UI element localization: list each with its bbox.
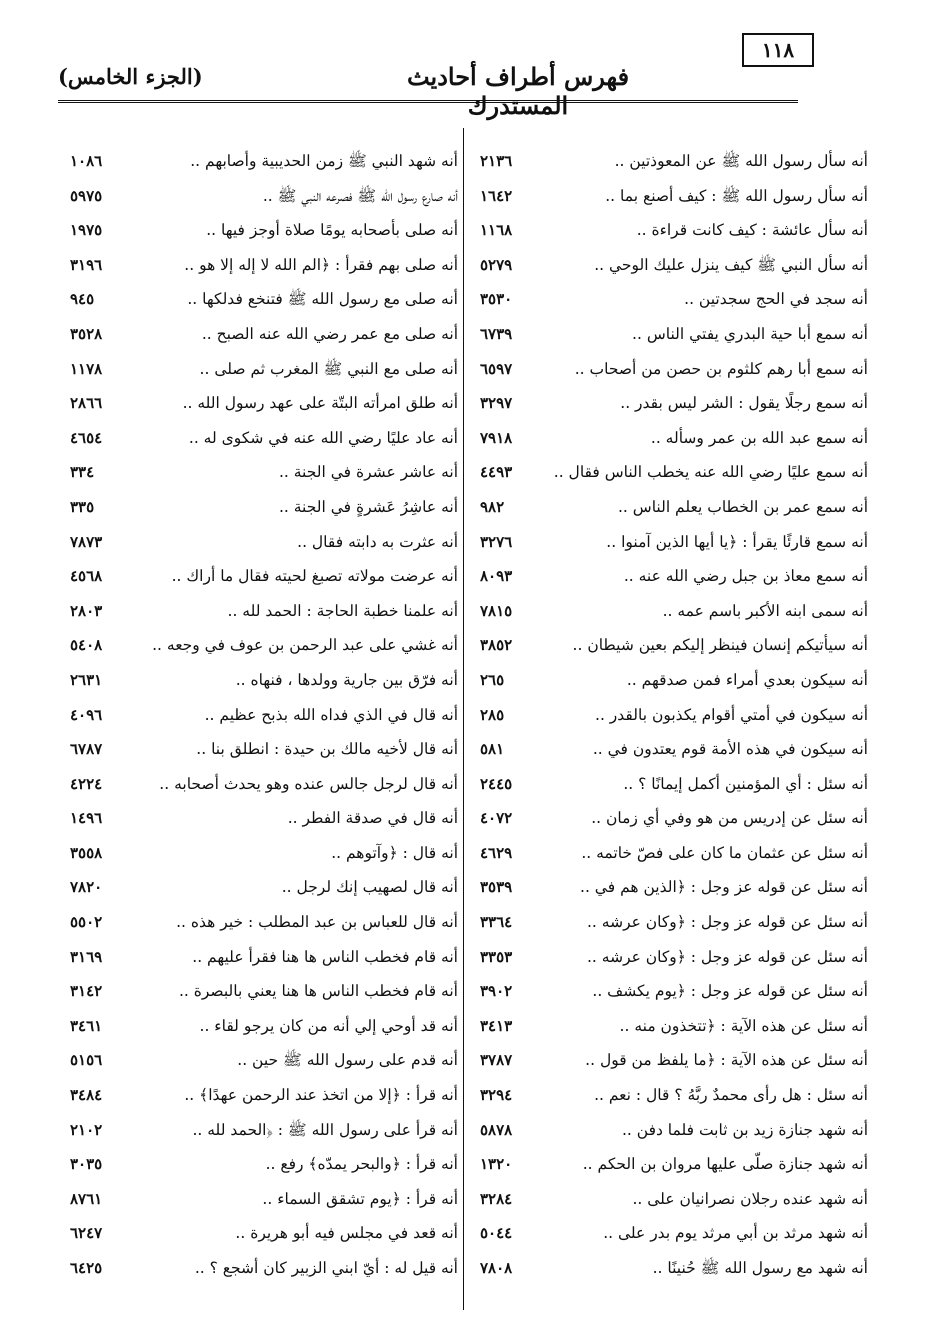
hadith-incipit: أنه سئل عن إدريس من هو وفي أي زمان .. bbox=[591, 809, 868, 828]
index-entry bbox=[470, 525, 868, 560]
hadith-incipit: أنه قرأ : ﴿يوم تشقق السماء .. bbox=[262, 1189, 458, 1208]
index-entry bbox=[66, 179, 458, 214]
hadith-number: ١٩٧٥ bbox=[70, 221, 103, 240]
index-entry bbox=[470, 1251, 868, 1286]
hadith-number: ٦٧٨٧ bbox=[70, 740, 103, 759]
index-entry bbox=[470, 767, 868, 802]
left-column bbox=[66, 144, 458, 1286]
index-entry bbox=[470, 732, 868, 767]
index-entry bbox=[66, 144, 458, 179]
hadith-incipit: أنه قال لصهيب إنك لرجل .. bbox=[281, 878, 458, 897]
hadith-number: ٧٩١٨ bbox=[480, 428, 513, 447]
hadith-incipit: أنه سأل النبي ﷺ كيف ينزل عليك الوحي .. bbox=[594, 255, 868, 274]
hadith-incipit: أنه علمنا خطبة الحاجة : الحمد لله .. bbox=[227, 601, 458, 620]
hadith-incipit: أنه شهد جنازة زيد بن ثابت فلما دفن .. bbox=[621, 1120, 868, 1139]
hadith-incipit: أنه صلى بأصحابه يومًا صلاة أوجز فيها .. bbox=[206, 221, 458, 240]
hadith-number: ٤٦٢٩ bbox=[480, 843, 513, 862]
index-entry bbox=[470, 179, 868, 214]
index-entry bbox=[66, 1147, 458, 1182]
index-entry bbox=[66, 1216, 458, 1251]
hadith-incipit: أنه سمع أبا رهم كلثوم بن حصن من أصحاب .. bbox=[574, 359, 868, 378]
index-entry bbox=[66, 317, 458, 352]
hadith-incipit: أنه سئل عن هذه الآية : ﴿ما يلفظ من قول .. bbox=[585, 1051, 868, 1070]
index-entry bbox=[470, 870, 868, 905]
hadith-number: ٣٢٨٤ bbox=[480, 1189, 513, 1208]
hadith-number: ٧٨٧٣ bbox=[70, 532, 103, 551]
index-entry bbox=[470, 317, 868, 352]
index-entry bbox=[470, 1043, 868, 1078]
index-entry bbox=[470, 905, 868, 940]
index-entry bbox=[470, 559, 868, 594]
index-entry bbox=[66, 559, 458, 594]
hadith-incipit: أنه سئل عن هذه الآية : ﴿تتخذون منه .. bbox=[619, 1016, 868, 1035]
hadith-incipit: أنه سئل : أي المؤمنين أكمل إيمانًا ؟ .. bbox=[623, 774, 868, 793]
hadith-number: ٣٥٥٨ bbox=[70, 843, 103, 862]
hadith-number: ٤٠٧٢ bbox=[480, 809, 513, 828]
index-entry bbox=[66, 1078, 458, 1113]
index-entry bbox=[66, 525, 458, 560]
hadith-incipit: أنه سيكون بعدي أمراء فمن صدقهم .. bbox=[626, 670, 868, 689]
index-entry bbox=[470, 1009, 868, 1044]
hadith-number: ٢٨٥ bbox=[480, 705, 505, 724]
hadith-incipit: أنه صلى مع رسول الله ﷺ فتنخع فدلكها .. bbox=[187, 290, 458, 309]
hadith-incipit: أنه قال في صدقة الفطر .. bbox=[287, 809, 458, 828]
index-entry bbox=[66, 386, 458, 421]
hadith-number: ٣٣٥٣ bbox=[480, 947, 513, 966]
hadith-number: ٣٢٩٤ bbox=[480, 1086, 513, 1105]
index-title: فهرس أطراف أحاديث المستدرك bbox=[406, 62, 630, 120]
hadith-number: ٣٤٨٤ bbox=[70, 1086, 103, 1105]
hadith-incipit: أنه غشي على عبد الرحمن بن عوف في وجعه .. bbox=[152, 636, 458, 655]
hadith-number: ٩٤٥ bbox=[70, 290, 95, 309]
hadith-incipit: أنه قال لرجل جالس عنده وهو يحدث أصحابه .. bbox=[159, 774, 458, 793]
index-entry bbox=[470, 698, 868, 733]
hadith-number: ٧٨١٥ bbox=[480, 601, 513, 620]
hadith-number: ١٣٢٠ bbox=[480, 1155, 513, 1174]
hadith-number: ٣٨٥٢ bbox=[480, 636, 513, 655]
index-entry bbox=[66, 1113, 458, 1148]
index-entry bbox=[470, 663, 868, 698]
index-entry bbox=[66, 1009, 458, 1044]
hadith-number: ٣٥٢٨ bbox=[70, 324, 103, 343]
index-entry bbox=[66, 1043, 458, 1078]
volume-label: (الجزء الخامس) bbox=[58, 64, 203, 89]
index-entry bbox=[66, 1182, 458, 1217]
page-number: ١١٨ bbox=[742, 33, 814, 67]
hadith-incipit: أنه قرأ على رسول الله ﷺ : ﴿الحمد لله .. bbox=[192, 1120, 458, 1139]
hadith-number: ٢١٠٢ bbox=[70, 1120, 103, 1139]
hadith-incipit: أنه صلى مع النبي ﷺ المغرب ثم صلى .. bbox=[199, 359, 458, 378]
hadith-incipit: أنه قد أوحي إلي أنه من كان يرجو لقاء .. bbox=[199, 1016, 458, 1035]
index-entry bbox=[470, 836, 868, 871]
hadith-incipit: أنه قال لأخيه مالك بن حيدة : انطلق بنا .. bbox=[196, 740, 458, 759]
index-entry bbox=[470, 1147, 868, 1182]
hadith-incipit: أنه سجد في الحج سجدتين .. bbox=[684, 290, 868, 309]
index-entry bbox=[66, 594, 458, 629]
index-entry bbox=[66, 628, 458, 663]
hadith-number: ٣٤٦١ bbox=[70, 1016, 103, 1035]
hadith-number: ١١٦٨ bbox=[480, 221, 513, 240]
hadith-number: ٣١٦٩ bbox=[70, 947, 103, 966]
hadith-number: ٥٠٤٤ bbox=[480, 1224, 513, 1243]
index-entry bbox=[470, 282, 868, 317]
hadith-incipit: أنه سئل عن عثمان ما كان على فصّ خاتمه .. bbox=[581, 843, 868, 862]
hadith-incipit: أنه سمع عليًا رضي الله عنه يخطب الناس فقال .. bbox=[553, 463, 868, 482]
hadith-number: ٣٣٥ bbox=[70, 497, 95, 516]
hadith-number: ٥٥٠٢ bbox=[70, 913, 103, 932]
index-entry bbox=[66, 282, 458, 317]
hadith-number: ٥٩٧٥ bbox=[70, 186, 103, 205]
index-entry bbox=[470, 940, 868, 975]
index-entry bbox=[66, 801, 458, 836]
hadith-number: ٤٢٢٤ bbox=[70, 774, 103, 793]
hadith-number: ١٦٤٢ bbox=[480, 186, 513, 205]
hadith-number: ٥٤٠٨ bbox=[70, 636, 103, 655]
hadith-incipit: أنه سمع عبد الله بن عمر وسأله .. bbox=[650, 428, 868, 447]
hadith-number: ٢١٣٦ bbox=[480, 152, 513, 170]
hadith-number: ٣٥٣٠ bbox=[480, 290, 513, 309]
hadith-number: ٦٧٣٩ bbox=[480, 324, 513, 343]
hadith-incipit: أنه سئل : هل رأى محمدٌ ربَّهُ ؟ قال : نعم .. bbox=[594, 1086, 868, 1105]
hadith-number: ٣٢٧٦ bbox=[480, 532, 513, 551]
hadith-number: ٣٣٤ bbox=[70, 463, 95, 482]
hadith-number: ٣٧٨٧ bbox=[480, 1051, 513, 1070]
index-entry bbox=[470, 1216, 868, 1251]
hadith-incipit: أنه طلق امرأته البتّة على عهد رسول الله .. bbox=[182, 394, 458, 413]
index-entry bbox=[470, 490, 868, 525]
index-entry bbox=[66, 490, 458, 525]
hadith-incipit: أنه سمع معاذ بن جبل رضي الله عنه .. bbox=[623, 567, 868, 586]
hadith-incipit: أنه سيكون في هذه الأمة قوم يعتدون في .. bbox=[592, 740, 868, 759]
hadith-number: ٤٠٩٦ bbox=[70, 705, 103, 724]
hadith-incipit: أنه صارع رسول الله ﷺ فصرعه النبي ﷺ .. bbox=[262, 186, 458, 205]
hadith-incipit: أنه قيل له : أيّ ابني الزبير كان أشجع ؟ .. bbox=[194, 1259, 458, 1277]
hadith-number: ٥١٥٦ bbox=[70, 1051, 103, 1070]
index-entry bbox=[470, 386, 868, 421]
hadith-incipit: أنه سمع عمر بن الخطاب يعلم الناس .. bbox=[618, 497, 868, 516]
index-entry bbox=[66, 732, 458, 767]
index-entry bbox=[66, 663, 458, 698]
hadith-incipit: أنه سئل عن قوله عز وجل : ﴿وكان عرشه .. bbox=[586, 947, 868, 966]
index-entry bbox=[470, 801, 868, 836]
hadith-incipit: أنه صلى بهم فقرأ : ﴿الم الله لا إله إلا هو .. bbox=[184, 255, 458, 274]
hadith-incipit: أنه قرأ : ﴿والبحر يمدّه﴾ رفع .. bbox=[265, 1155, 458, 1174]
hadith-number: ٢٨٠٣ bbox=[70, 601, 103, 620]
hadith-incipit: أنه سأل رسول الله ﷺ عن المعوذتين .. bbox=[614, 152, 868, 170]
index-entry bbox=[470, 421, 868, 456]
hadith-number: ١١٧٨ bbox=[70, 359, 103, 378]
index-entry bbox=[470, 1113, 868, 1148]
hadith-incipit: أنه عرضت مولاته تصبغ لحيته فقال ما أراك .. bbox=[171, 567, 458, 586]
index-entry bbox=[66, 940, 458, 975]
hadith-number: ٣٣٦٤ bbox=[480, 913, 513, 932]
index-entry bbox=[470, 213, 868, 248]
index-entry bbox=[470, 594, 868, 629]
index-entry bbox=[470, 628, 868, 663]
index-entry bbox=[66, 870, 458, 905]
hadith-number: ٢٤٤٥ bbox=[480, 774, 513, 793]
hadith-incipit: أنه قام فخطب الناس ها هنا فقرأ عليهم .. bbox=[192, 947, 458, 966]
hadith-number: ٣٥٣٩ bbox=[480, 878, 513, 897]
right-column bbox=[470, 144, 868, 1286]
hadith-incipit: أنه سأل عائشة : كيف كانت قراءة .. bbox=[636, 221, 868, 240]
hadith-incipit: أنه شهد مرثد بن أبي مرثد يوم بدر على .. bbox=[603, 1224, 868, 1243]
index-entry bbox=[66, 455, 458, 490]
hadith-incipit: أنه سيأتيكم إنسان فينظر إليكم بعين شيطان .. bbox=[572, 636, 868, 655]
header-rule bbox=[58, 100, 798, 103]
hadith-number: ٤٤٩٣ bbox=[480, 463, 513, 482]
index-entry bbox=[66, 213, 458, 248]
hadith-incipit: أنه سئل عن قوله عز وجل : ﴿يوم يكشف .. bbox=[592, 982, 868, 1001]
hadith-incipit: أنه سئل عن قوله عز وجل : ﴿الذين هم في .. bbox=[580, 878, 868, 897]
hadith-incipit: أنه قدم على رسول الله ﷺ حين .. bbox=[237, 1051, 458, 1070]
hadith-incipit: أنه سمى ابنه الأكبر باسم عمه .. bbox=[662, 601, 868, 620]
hadith-incipit: أنه شهد عنده رجلان نصرانيان على .. bbox=[632, 1189, 868, 1208]
index-entry bbox=[66, 905, 458, 940]
index-entry bbox=[66, 352, 458, 387]
index-entry bbox=[66, 974, 458, 1009]
hadith-number: ٥٢٧٩ bbox=[480, 255, 513, 274]
hadith-incipit: أنه سمع رجلًا يقول : الشر ليس بقدر .. bbox=[620, 394, 868, 413]
index-entry bbox=[470, 1182, 868, 1217]
hadith-number: ٩٨٢ bbox=[480, 497, 505, 516]
hadith-number: ٧٨٢٠ bbox=[70, 878, 103, 897]
hadith-incipit: أنه شهد مع رسول الله ﷺ حُنينًا .. bbox=[652, 1259, 868, 1277]
hadith-incipit: أنه قرأ : ﴿إلا من اتخذ عند الرحمن عهدًا﴾ .. bbox=[184, 1086, 458, 1105]
column-divider bbox=[463, 128, 464, 1310]
index-entry bbox=[66, 421, 458, 456]
hadith-incipit: أنه شهد النبي ﷺ زمن الحديبية وأصابهم .. bbox=[190, 152, 458, 170]
hadith-incipit: أنه قعد في مجلس فيه أبو هريرة .. bbox=[235, 1224, 458, 1243]
hadith-incipit: أنه عثرت به دابته فقال .. bbox=[297, 532, 458, 551]
hadith-number: ٤٦٥٤ bbox=[70, 428, 103, 447]
hadith-number: ٣٢٩٧ bbox=[480, 394, 513, 413]
hadith-number: ٣٠٣٥ bbox=[70, 1155, 103, 1174]
hadith-number: ٢٦٣١ bbox=[70, 670, 103, 689]
hadith-number: ١٠٨٦ bbox=[70, 152, 103, 170]
hadith-number: ٥٨٧٨ bbox=[480, 1120, 513, 1139]
index-entry bbox=[66, 767, 458, 802]
hadith-number: ٧٨٠٨ bbox=[480, 1259, 513, 1277]
hadith-incipit: أنه عاشِرُ عَشرةٍ في الجنة .. bbox=[278, 497, 458, 516]
hadith-number: ٣٩٠٢ bbox=[480, 982, 513, 1001]
hadith-incipit: أنه صلى مع عمر رضي الله عنه الصبح .. bbox=[201, 324, 458, 343]
hadith-number: ٣٤١٣ bbox=[480, 1016, 513, 1035]
index-entry bbox=[470, 1078, 868, 1113]
hadith-incipit: أنه قام فخطب الناس ها هنا يعني بالبصرة .. bbox=[178, 982, 458, 1001]
hadith-incipit: أنه قال : ﴿وآتوهم .. bbox=[331, 843, 458, 862]
hadith-incipit: أنه عاشر عشرة في الجنة .. bbox=[278, 463, 458, 482]
hadith-number: ٢٨٦٦ bbox=[70, 394, 103, 413]
hadith-number: ١٤٩٦ bbox=[70, 809, 103, 828]
hadith-incipit: أنه قال للعباس بن عبد المطلب : خير هذه .. bbox=[176, 913, 458, 932]
hadith-number: ٨٧٦١ bbox=[70, 1189, 103, 1208]
hadith-incipit: أنه فرّق بين جارية وولدها ، فنهاه .. bbox=[235, 670, 458, 689]
hadith-incipit: أنه سمع قارئًا يقرأ : ﴿يا أيها الذين آمنوا .. bbox=[606, 532, 868, 551]
hadith-incipit: أنه سيكون في أمتي أقوام يكذبون بالقدر .. bbox=[595, 705, 868, 724]
index-entry bbox=[470, 144, 868, 179]
index-entry bbox=[470, 248, 868, 283]
hadith-incipit: أنه عاد عليًا رضي الله عنه في شكوى له .. bbox=[188, 428, 458, 447]
hadith-number: ٥٨١ bbox=[480, 740, 505, 759]
hadith-number: ٦٥٩٧ bbox=[480, 359, 513, 378]
hadith-number: ٦٢٤٧ bbox=[70, 1224, 103, 1243]
index-entry bbox=[470, 974, 868, 1009]
hadith-number: ٣١٤٢ bbox=[70, 982, 103, 1001]
hadith-number: ٦٤٢٥ bbox=[70, 1259, 103, 1277]
hadith-number: ٤٥٦٨ bbox=[70, 567, 103, 586]
hadith-number: ٨٠٩٣ bbox=[480, 567, 513, 586]
index-entry bbox=[66, 1251, 458, 1286]
index-entry bbox=[66, 836, 458, 871]
index-entry bbox=[470, 455, 868, 490]
hadith-incipit: أنه سأل رسول الله ﷺ : كيف أصنع بما .. bbox=[605, 186, 868, 205]
index-entry bbox=[470, 352, 868, 387]
hadith-incipit: أنه سئل عن قوله عز وجل : ﴿وكان عرشه .. bbox=[586, 913, 868, 932]
index-entry bbox=[66, 248, 458, 283]
index-entry bbox=[66, 698, 458, 733]
hadith-number: ٢٦٥ bbox=[480, 670, 505, 689]
hadith-incipit: أنه شهد جنازة صلّى عليها مروان بن الحكم .. bbox=[582, 1155, 868, 1174]
hadith-incipit: أنه سمع أبا حية البدري يفتي الناس .. bbox=[632, 324, 868, 343]
hadith-incipit: أنه قال في الذي فداه الله بذبح عظيم .. bbox=[204, 705, 458, 724]
hadith-number: ٣١٩٦ bbox=[70, 255, 103, 274]
